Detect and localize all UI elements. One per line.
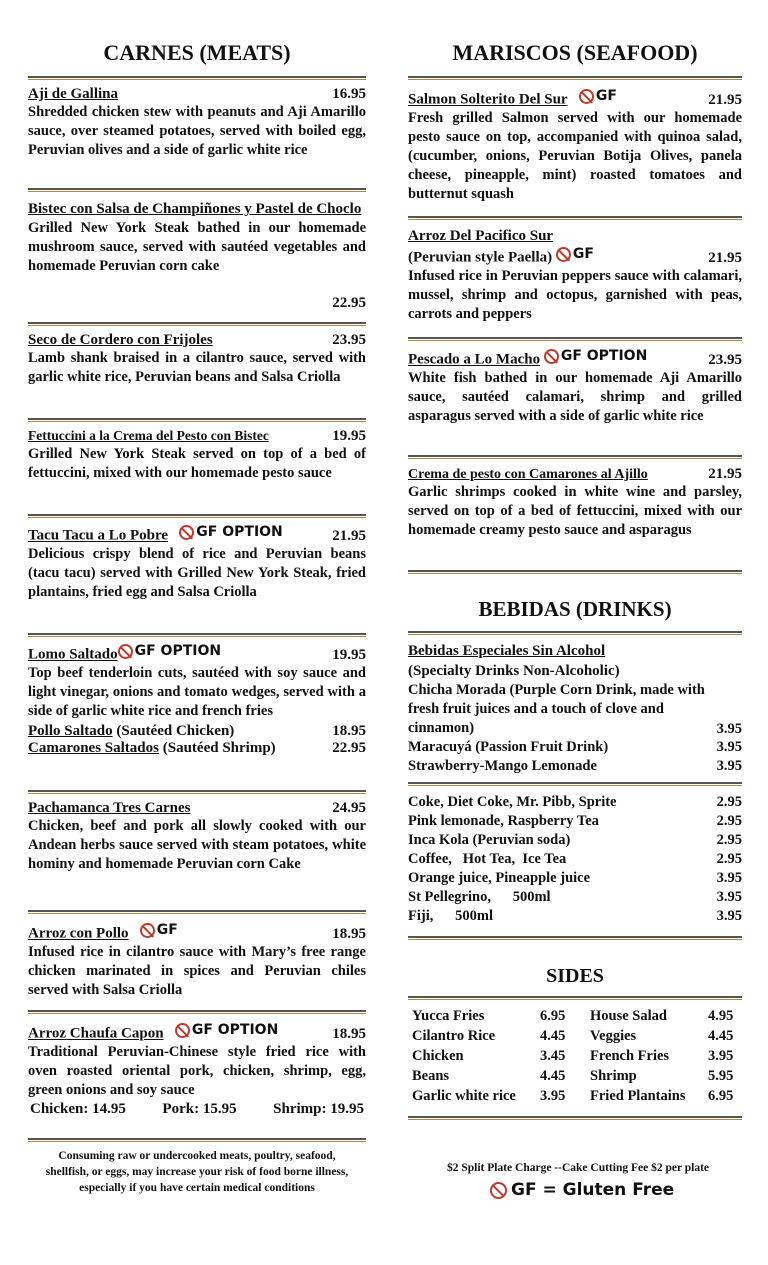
item-name: Arroz Chaufa Capon <box>28 1025 164 1042</box>
health-disclaimer: Consuming raw or undercooked meats, poultry, seafood, shellfish, or eggs, may increase your risk of food borne illness, especially if you have certain medical conditions <box>45 1150 349 1194</box>
gf-label: GF OPTION <box>191 1022 279 1038</box>
item-price: 23.95 <box>708 351 742 368</box>
divider <box>408 996 742 998</box>
side-name: Chicken <box>412 1048 464 1064</box>
item-description: White fish bathed in our homemade Aji Amarillo sauce, sautéed calamari, shrimp and grilled asparagus served with a side of garlic white rice <box>408 369 742 424</box>
gf-legend <box>490 1180 674 1200</box>
item-name: Pescado a Lo Macho <box>408 351 541 368</box>
menu-item <box>28 428 366 483</box>
gf-badge <box>140 922 178 938</box>
item-description: Infused rice in Peruvian peppers sauce with calamari, mussel, shrimp and octopus, garnished with peas, carrots and peppers <box>408 267 742 322</box>
item-description: Grilled New York Steak bathed in our homemade mushroom sauce, served with sautéed vegetables and homemade Peruvian corn cake <box>28 220 366 274</box>
drink-row <box>408 812 742 831</box>
side-price: 6.95 <box>708 1088 734 1104</box>
gf-label: GF OPTION <box>134 643 222 659</box>
divider <box>408 337 742 339</box>
item-price: 21.95 <box>708 466 742 482</box>
item-description: Infused rice in cilantro sauce with Mary’s free range chicken marinated in spices and Peruvian chiles served with Salsa Criolla <box>28 943 366 998</box>
item-name: Pachamanca Tres Carnes <box>28 800 191 816</box>
seafood-heading: MARISCOS (SEAFOOD) <box>452 40 698 65</box>
drink-price: 3.95 <box>716 870 742 886</box>
item-price: 18.95 <box>332 722 366 739</box>
item-price: 21.95 <box>708 91 742 108</box>
gluten-free-icon <box>556 247 571 262</box>
side-name: Garlic white rice <box>412 1088 516 1104</box>
charge-note: $2 Split Plate Charge --Cake Cutting Fee $2 per plate <box>446 1162 710 1174</box>
sides-heading: SIDES <box>546 965 604 987</box>
divider <box>28 76 366 78</box>
item-price: 22.95 <box>332 295 366 311</box>
gf-label: GF <box>156 922 178 938</box>
gf-badge <box>544 348 647 364</box>
drink-price: 3.95 <box>716 889 742 905</box>
drink-name: St Pellegrino, 500ml <box>408 889 551 905</box>
drink-name: Orange juice, Pineapple juice <box>408 870 591 886</box>
item-description: Chicken, beef and pork all slowly cooked with our Andean herbs sauce served with steam potatoes, white hominy and homemade Peruvian corn Cake <box>28 818 366 872</box>
gluten-free-icon <box>490 1182 507 1199</box>
gluten-free-icon <box>140 923 155 938</box>
drink-row <box>408 869 742 888</box>
gf-legend-text: GF = Gluten Free <box>511 1180 675 1200</box>
divider <box>408 1116 742 1118</box>
gf-badge <box>118 643 221 659</box>
option-pork: Pork: 15.95 <box>162 1100 237 1117</box>
divider <box>28 418 366 420</box>
gf-label: GF OPTION <box>196 524 283 540</box>
drink-row <box>408 738 742 757</box>
drink-name: Coffee, Hot Tea, Ice Tea <box>408 851 567 867</box>
divider <box>28 514 366 516</box>
drink-row <box>408 888 742 907</box>
drinks-list <box>408 793 742 926</box>
item-name: Arroz Del Pacifico Sur <box>408 228 554 244</box>
item-name: Tacu Tacu a Lo Pobre <box>28 527 169 544</box>
drink-name: Chicha Morada (Purple Corn Drink, made with fresh fruit juices and a touch of clove and cinnamon) <box>408 682 705 736</box>
gluten-free-icon <box>175 1023 190 1038</box>
drink-price: 3.95 <box>716 721 742 737</box>
item-name: Salmon Solterito Del Sur <box>408 91 568 108</box>
item-price: 23.95 <box>332 332 366 348</box>
side-name: French Fries <box>590 1048 670 1064</box>
side-price: 3.45 <box>540 1048 566 1064</box>
divider <box>408 76 742 78</box>
option-shrimp: Shrimp: 19.95 <box>273 1100 364 1117</box>
side-price: 3.95 <box>540 1088 566 1104</box>
drink-name: Strawberry-Mango Lemonade <box>408 758 597 774</box>
side-name: Yucca Fries <box>412 1008 485 1024</box>
item-note: (Sautéed Chicken) <box>116 722 235 739</box>
side-name: Cilantro Rice <box>412 1028 496 1044</box>
meats-heading: CARNES (MEATS) <box>103 40 291 65</box>
side-price: 6.95 <box>540 1008 566 1024</box>
gluten-free-icon <box>179 525 194 540</box>
item-name: Camarones Saltados <box>28 739 159 756</box>
side-price: 4.95 <box>708 1008 734 1024</box>
item-subtitle: (Peruvian style Paella) <box>408 249 553 266</box>
item-price: 16.95 <box>332 86 366 102</box>
drink-name: Coke, Diet Coke, Mr. Pibb, Sprite <box>408 794 617 810</box>
gf-badge <box>579 88 617 104</box>
drink-price: 3.95 <box>716 758 742 774</box>
item-name: Crema de pesto con Camarones al Ajillo <box>408 467 648 482</box>
menu-item <box>28 524 366 602</box>
item-price: 19.95 <box>332 428 366 444</box>
item-description: Shredded chicken stew with peanuts and Aji Amarillo sauce, over steamed potatoes, served with boiled egg, Peruvian olives and a side of garlic white rice <box>28 104 366 158</box>
divider <box>28 790 366 792</box>
side-name: Veggies <box>590 1028 637 1044</box>
item-name: Pollo Saltado <box>28 722 113 739</box>
item-price: 22.95 <box>332 739 366 756</box>
menu-item <box>28 86 366 160</box>
menu-item <box>408 88 742 204</box>
gf-badge <box>179 524 282 540</box>
drink-name: Inca Kola (Peruvian soda) <box>408 832 571 848</box>
item-name: Seco de Cordero con Frijoles <box>28 332 213 348</box>
menu-item <box>28 199 366 311</box>
item-price: 18.95 <box>332 1025 366 1042</box>
divider <box>28 633 366 635</box>
divider <box>408 631 742 633</box>
side-price: 4.45 <box>708 1028 734 1044</box>
specialty-drinks <box>408 641 742 776</box>
menu-item <box>28 800 366 874</box>
drink-row <box>408 850 742 869</box>
menu-item <box>408 466 742 540</box>
item-description: Fresh grilled Salmon served with our homemade pesto sauce on top, accompanied with quinoa salad, (cucumber, onions, Peruvian Botija Olives, panela cheese, pineapple, mint) roasted tomatoes and butternut squash <box>408 109 742 202</box>
drink-price: 3.95 <box>716 739 742 755</box>
drink-name: Fiji, 500ml <box>408 908 493 924</box>
side-price: 4.45 <box>540 1028 566 1044</box>
menu-item <box>28 922 366 1000</box>
drink-price: 3.95 <box>716 908 742 924</box>
item-name: Aji de Gallina <box>28 86 119 102</box>
item-price: 18.95 <box>332 925 366 942</box>
drink-row <box>408 793 742 812</box>
gluten-free-icon <box>544 349 559 364</box>
divider <box>408 936 742 938</box>
gluten-free-icon <box>118 644 133 659</box>
item-price: 24.95 <box>332 800 366 816</box>
protein-options <box>28 1100 366 1119</box>
divider <box>28 1010 366 1012</box>
divider <box>408 782 742 784</box>
side-name: Beans <box>412 1068 450 1084</box>
item-description: Delicious crispy blend of rice and Peruvian beans (tacu tacu) served with Grilled New York Steak, fried plantains, fried egg and Salsa Criolla <box>28 545 366 600</box>
item-description: Traditional Peruvian-Chinese style fried rice with oven roasted oriental pork, chicken, shrimp, egg, green onions and soy sauce <box>28 1043 366 1098</box>
item-description: Lamb shank braised in a cilantro sauce, served with garlic white rice, Peruvian beans and Salsa Criolla <box>28 350 366 385</box>
menu-item <box>408 226 742 324</box>
item-name: Arroz con Pollo <box>28 925 129 942</box>
menu-item <box>28 1022 366 1119</box>
drink-price: 2.95 <box>716 813 742 829</box>
side-price: 3.95 <box>708 1048 734 1064</box>
drink-row <box>408 757 742 776</box>
divider <box>408 570 742 572</box>
drink-name: Pink lemonade, Raspberry Tea <box>408 813 599 829</box>
side-price: 5.95 <box>708 1068 734 1084</box>
side-name: Fried Plantains <box>590 1088 686 1104</box>
divider <box>28 1138 366 1140</box>
side-name: House Salad <box>590 1008 667 1024</box>
item-description: Top beef tenderloin cuts, sautéed with soy sauce and light vinegar, onions and tomato wedges, served with a side of garlic white rice and french fries <box>28 664 366 719</box>
drink-row <box>408 831 742 850</box>
side-name: Shrimp <box>590 1068 637 1084</box>
option-chicken: Chicken: 14.95 <box>30 1100 126 1117</box>
gf-label: GF <box>572 246 594 262</box>
item-name: Lomo Saltado <box>28 646 118 663</box>
item-name: Fettuccini a la Crema del Pesto con Bistec <box>28 428 269 443</box>
gf-badge <box>556 246 594 262</box>
specialty-drinks-title: Bebidas Especiales Sin Alcohol <box>408 643 606 659</box>
gluten-free-icon <box>579 89 594 104</box>
divider <box>28 188 366 190</box>
drink-price: 2.95 <box>716 851 742 867</box>
divider <box>28 322 366 324</box>
item-description: Grilled New York Steak served on top of a bed of fettuccini, mixed with our homemade pesto sauce <box>28 446 366 481</box>
side-price: 4.45 <box>540 1068 566 1084</box>
divider <box>408 216 742 218</box>
drink-price: 2.95 <box>716 794 742 810</box>
item-description: Garlic shrimps cooked in white wine and parsley, served on top of a bed of fettuccini, mixed with our homemade creamy pesto sauce and asparagus <box>408 484 742 538</box>
menu-item <box>28 643 366 757</box>
divider <box>28 910 366 912</box>
item-price: 19.95 <box>332 646 366 663</box>
menu-item-variant <box>28 740 366 757</box>
specialty-drinks-subtitle: (Specialty Drinks Non-Alcoholic) <box>408 663 620 679</box>
sides-grid <box>412 1006 748 1106</box>
menu-item <box>408 348 742 426</box>
divider <box>408 455 742 457</box>
item-note: (Sautéed Shrimp) <box>162 739 276 756</box>
drink-row <box>408 907 742 926</box>
drink-row <box>408 681 742 738</box>
drink-price: 2.95 <box>716 832 742 848</box>
item-name: Bistec con Salsa de Champiñones y Pastel de Choclo <box>28 201 362 217</box>
gf-badge <box>175 1022 278 1038</box>
item-price: 21.95 <box>332 527 366 544</box>
drink-name: Maracuyá (Passion Fruit Drink) <box>408 739 609 755</box>
gf-label: GF OPTION <box>560 348 648 364</box>
gf-label: GF <box>595 88 617 104</box>
menu-item-variant <box>28 723 366 740</box>
item-price: 21.95 <box>708 249 742 266</box>
drinks-heading: BEBIDAS (DRINKS) <box>478 597 672 621</box>
menu-item <box>28 332 366 387</box>
